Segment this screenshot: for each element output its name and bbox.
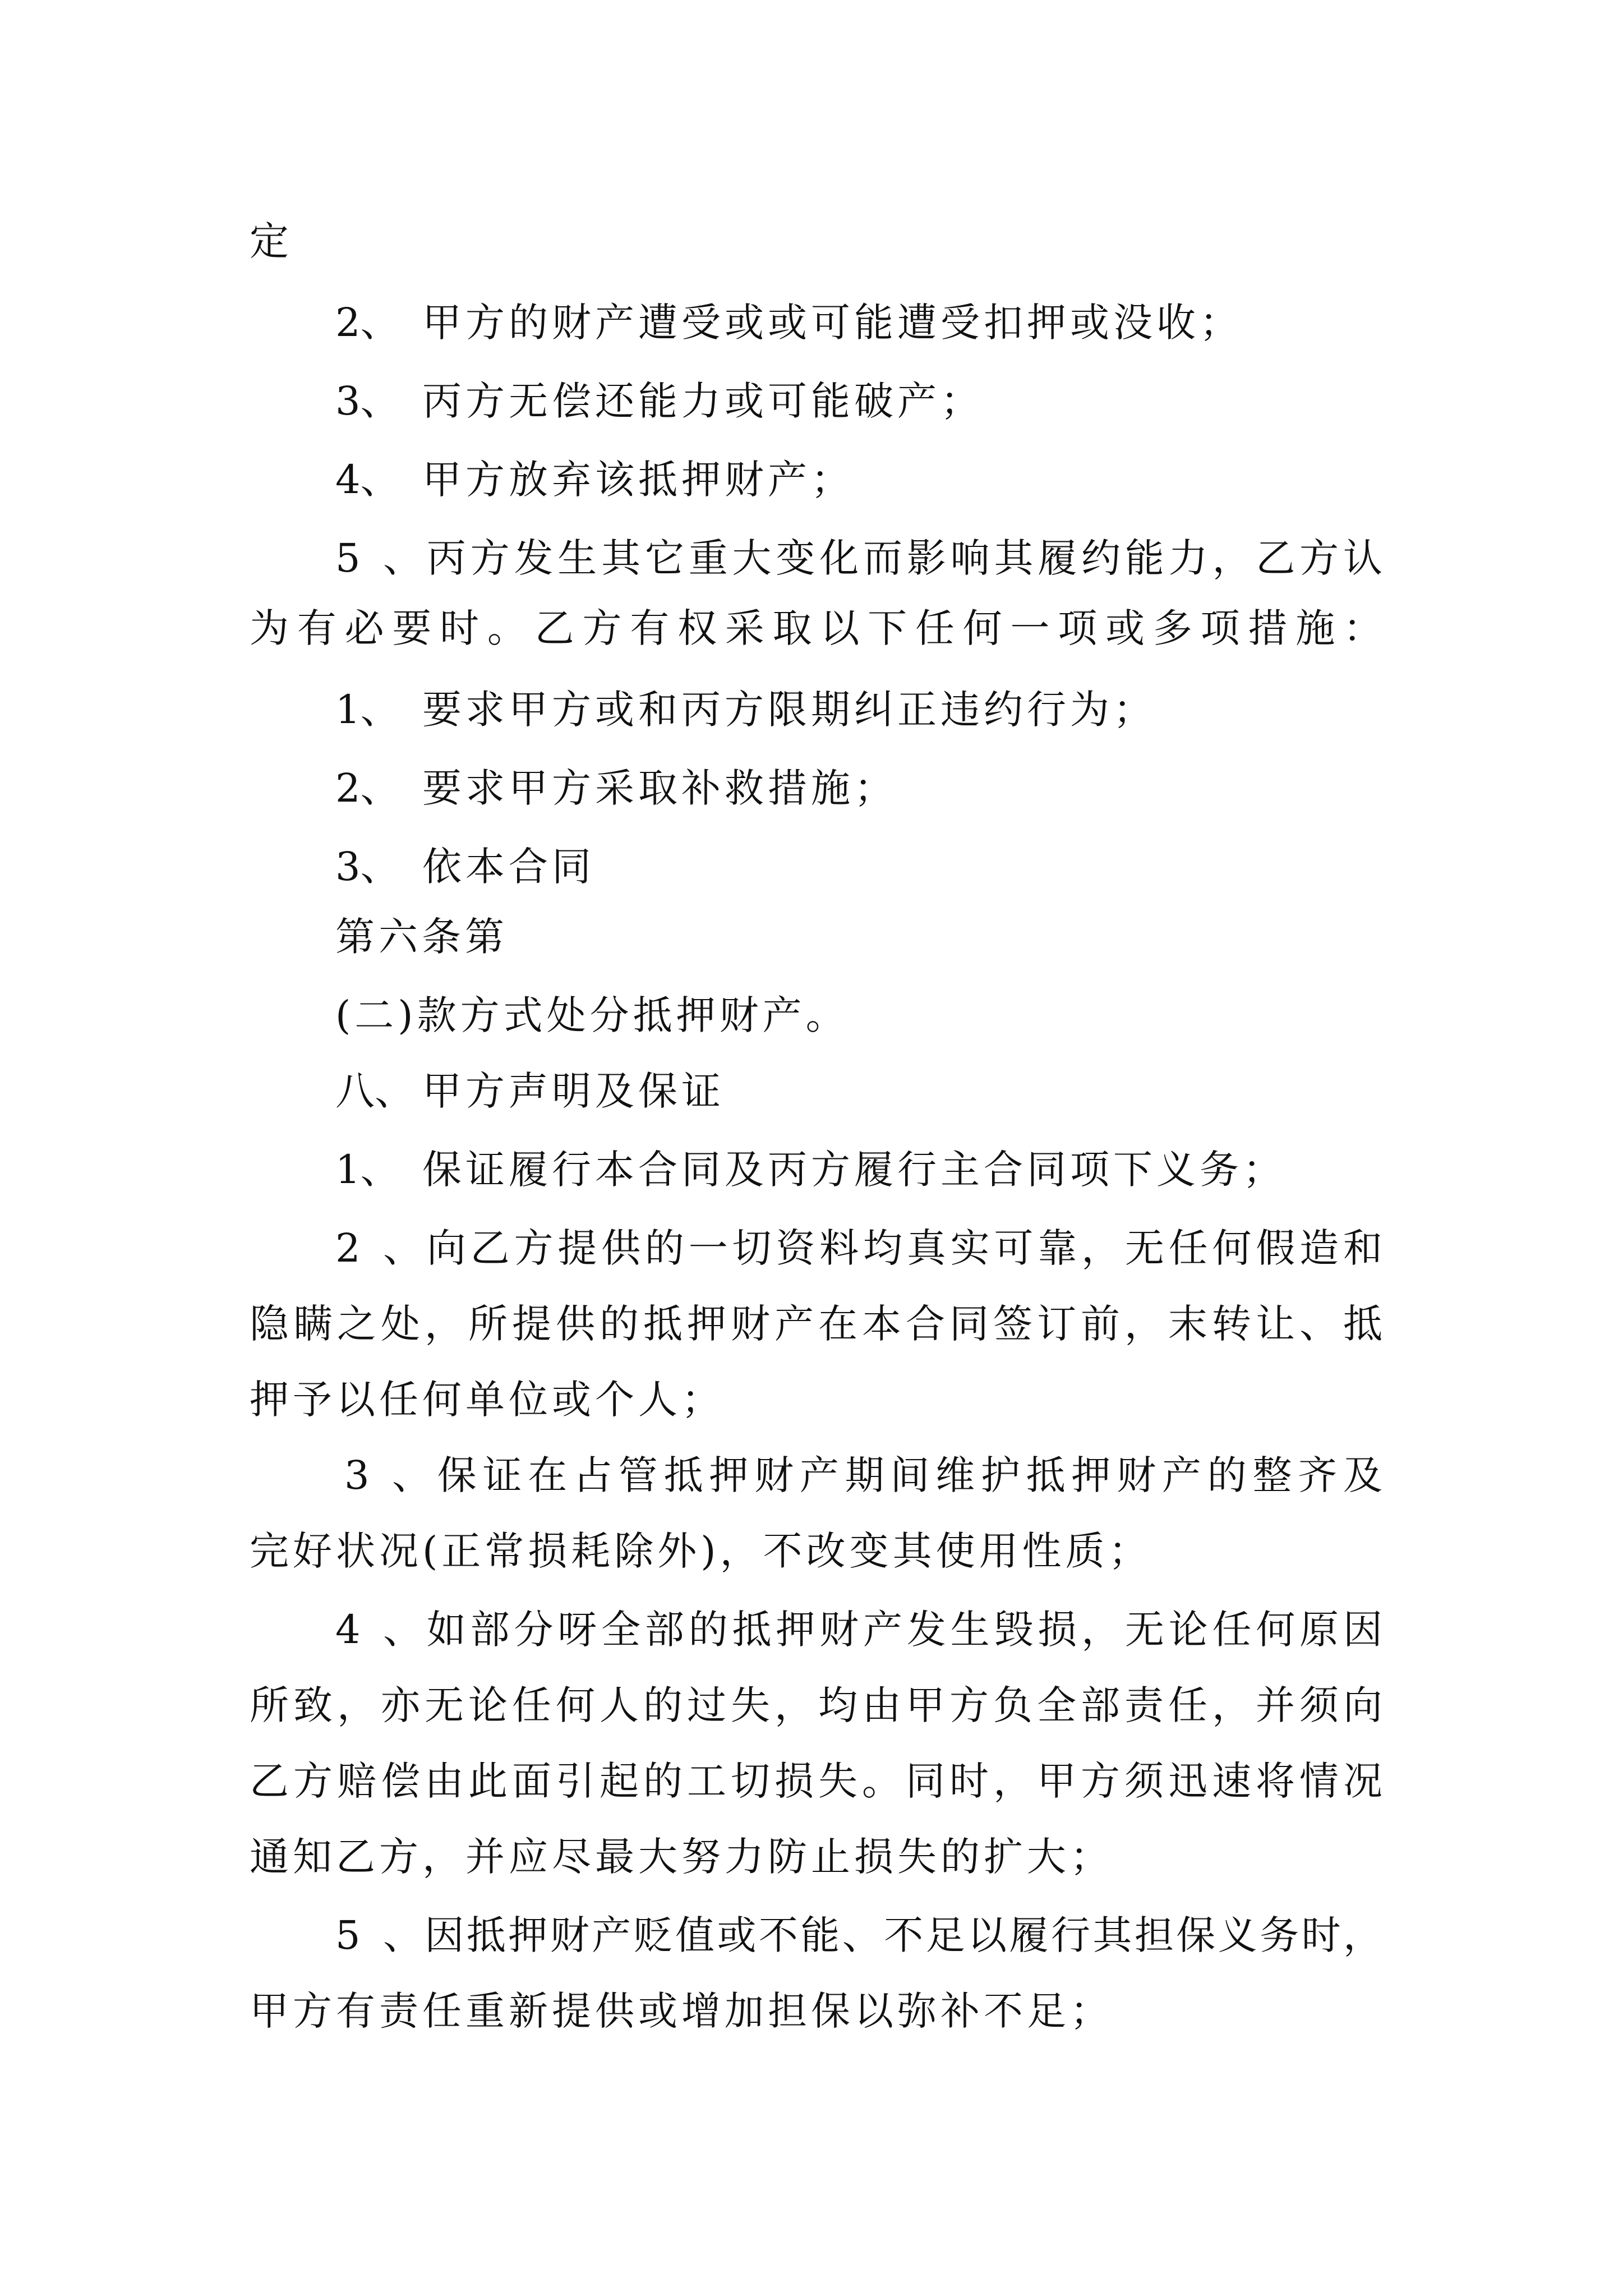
item-number: 2、: [335, 300, 400, 346]
item-number: 1、: [335, 687, 400, 733]
item-number: 5、: [335, 1912, 422, 1958]
list-item: 3、 依本合同: [335, 839, 1382, 895]
item-number: 3、: [335, 844, 400, 890]
item-number: 1、: [335, 1147, 400, 1193]
text-line: 通知乙方，并应尽最大努力防止损失的扩大；: [250, 1834, 1113, 1880]
text-line: 隐瞒之处，所提供的抵押财产在本合同签订前，末转让、抵: [250, 1301, 1382, 1347]
item-number: 4、: [335, 1607, 422, 1653]
text-line: 第六条第: [335, 914, 508, 960]
text-line: (二)款方式处分抵押财产。: [335, 992, 849, 1038]
item-number: 4、: [335, 457, 400, 503]
list-item: 2、向乙方提供的一切资料均真实可靠，无任何假造和: [335, 1220, 1382, 1276]
item-number: 3、: [335, 378, 400, 424]
text-line: 定: [250, 218, 293, 264]
text-line: 乙方赔偿由此面引起的工切损失。同时，甲方须迅速将情况: [250, 1758, 1382, 1804]
list-item: 1、 保证履行本合同及丙方履行主合同项下义务；: [335, 1142, 1382, 1198]
text-line: 为有必要时。乙方有权采取以下任何一项或多项措施：: [250, 605, 1382, 651]
list-item: 1、 要求甲方或和丙方限期纠正违约行为；: [335, 682, 1382, 738]
text-line: 所致，亦无论任何人的过失，均由甲方负全部责任，并须向: [250, 1682, 1382, 1728]
text-line: 甲方有责任重新提供或增加担保以弥补不足；: [250, 1988, 1113, 2034]
list-item: 3、保证在占管抵押财产期间维护抵押财产的整齐及: [344, 1447, 1382, 1503]
list-item: 5、因抵押财产贬值或不能、不足以履行其担保义务时，: [335, 1907, 1382, 1963]
item-number: 2、: [335, 1225, 422, 1271]
list-item: 3、 丙方无偿还能力或可能破产；: [335, 373, 1382, 429]
text-line: 完好状况(正常损耗除外)，不改变其使用性质；: [250, 1528, 1152, 1574]
list-item: 4、 甲方放弃该抵押财产；: [335, 452, 1382, 508]
item-number: 3、: [344, 1452, 431, 1498]
text-line: 押予以任何单位或个人；: [250, 1377, 725, 1423]
list-item: 2、 要求甲方采取补救措施；: [335, 760, 1382, 816]
item-number: 2、: [335, 765, 400, 811]
list-item: 2、 甲方的财产遭受或或可能遭受扣押或没收；: [335, 295, 1382, 351]
item-number: 八、: [335, 1068, 414, 1114]
item-number: 5、: [335, 535, 422, 581]
section-heading: 八、 甲方声明及保证: [335, 1063, 1382, 1119]
list-item: 5、丙方发生其它重大变化而影响其履约能力，乙方认: [335, 530, 1382, 586]
list-item: 4、如部分呀全部的抵押财产发生毁损，无论任何原因: [335, 1602, 1382, 1658]
